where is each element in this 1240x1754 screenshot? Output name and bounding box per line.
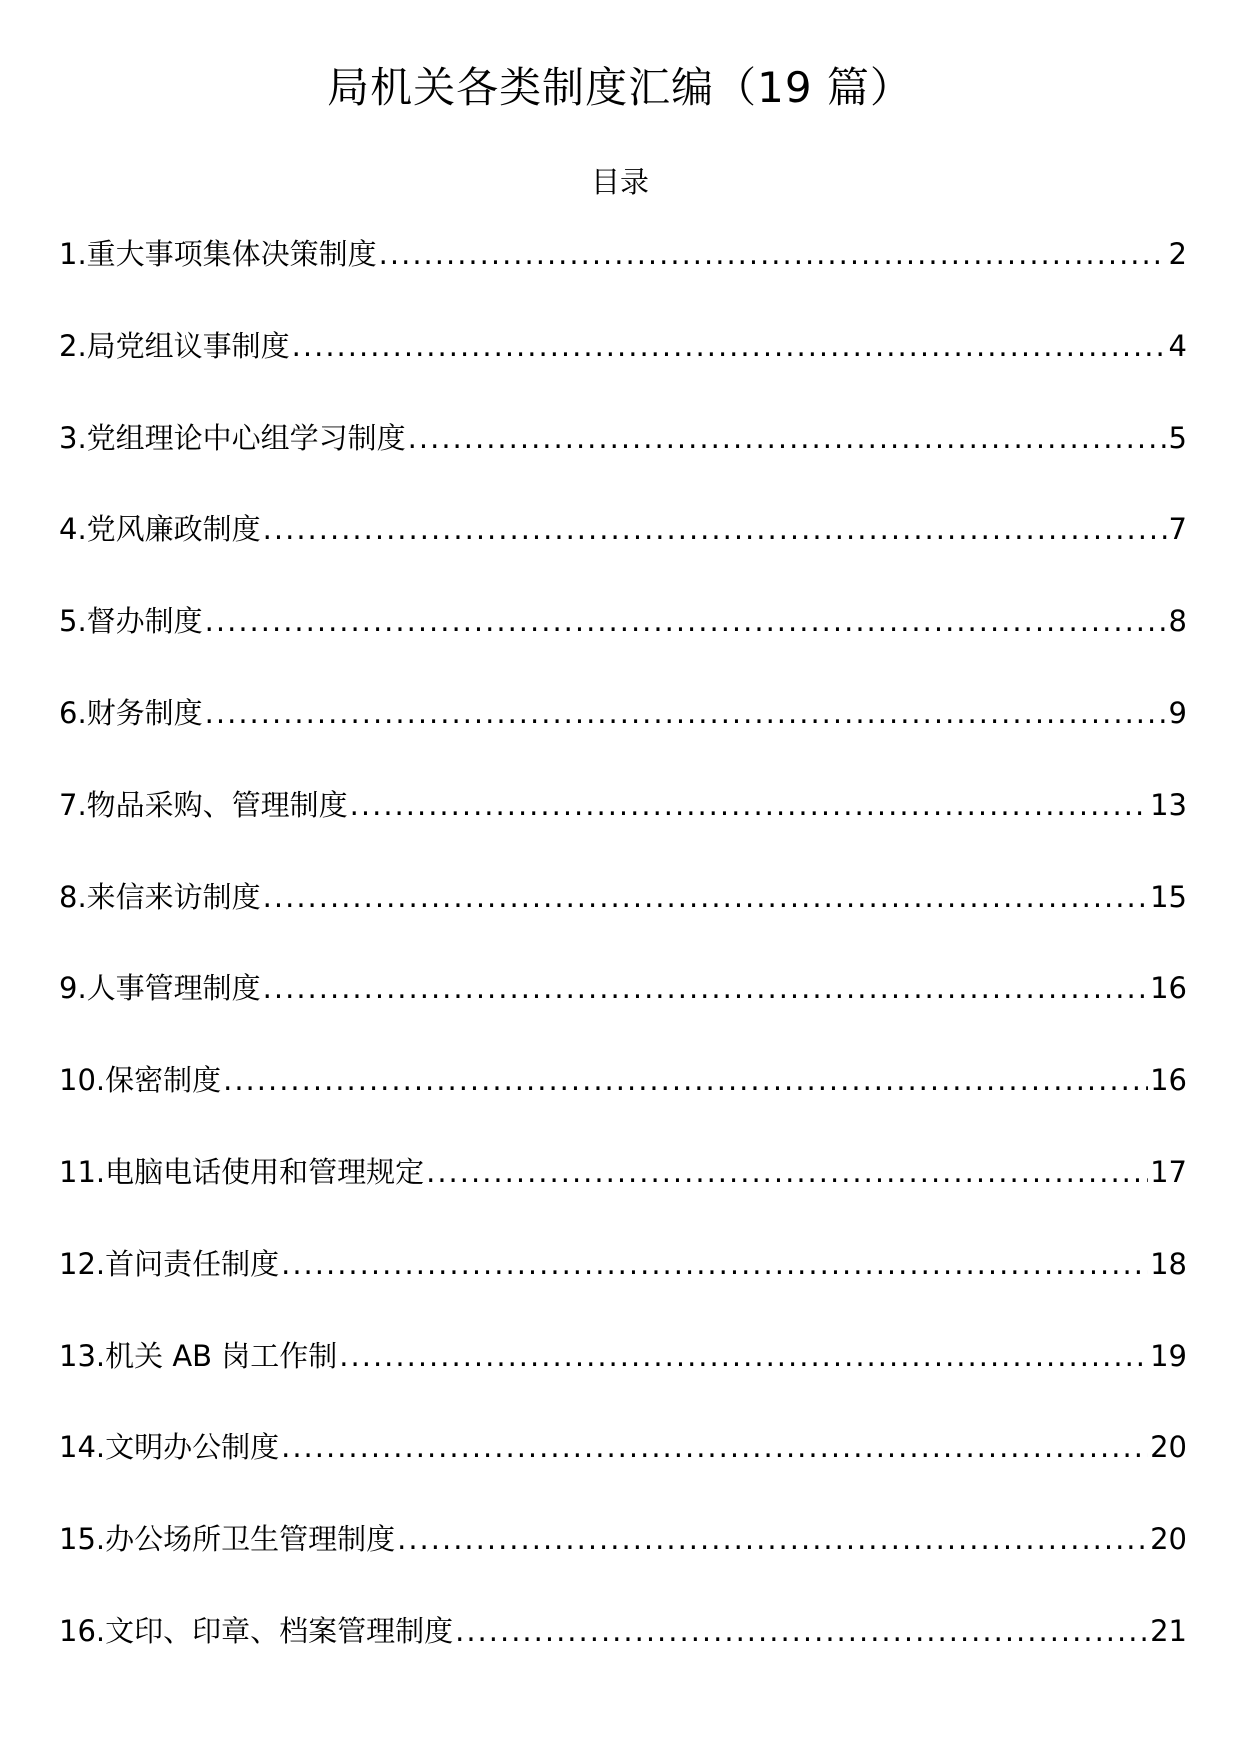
toc-entry-title: 9.人事管理制度 xyxy=(59,971,261,1006)
toc-entry[interactable] xyxy=(59,875,1187,967)
dot-leader xyxy=(292,324,1167,368)
toc-entry[interactable] xyxy=(59,1334,1187,1426)
toc-page-number: 20 xyxy=(1150,1522,1187,1557)
toc-entry[interactable] xyxy=(59,1517,1187,1609)
toc-page-number: 9 xyxy=(1168,695,1187,730)
toc-entry[interactable] xyxy=(59,507,1187,599)
dot-leader xyxy=(339,1334,1148,1378)
toc-page-number: 16 xyxy=(1150,971,1187,1006)
toc-entry[interactable] xyxy=(59,324,1187,416)
toc-page-number: 4 xyxy=(1168,328,1187,363)
toc-entry[interactable] xyxy=(59,691,1187,783)
dot-leader xyxy=(426,1150,1148,1194)
toc-page-number: 5 xyxy=(1168,420,1187,455)
toc-page-number: 7 xyxy=(1168,512,1187,547)
toc-entry[interactable] xyxy=(59,599,1187,691)
toc-entry-title: 12.首问责任制度 xyxy=(59,1246,280,1281)
toc-entry-title: 11.电脑电话使用和管理规定 xyxy=(59,1154,425,1189)
toc-entry-title: 8.来信来访制度 xyxy=(59,879,261,914)
toc-entry-title: 3.党组理论中心组学习制度 xyxy=(59,420,406,455)
toc-entry-title: 7.物品采购、管理制度 xyxy=(59,787,348,822)
dot-leader xyxy=(455,1609,1148,1653)
toc-entry[interactable] xyxy=(59,1058,1187,1150)
toc-page-number: 8 xyxy=(1168,604,1187,639)
toc-entry-title: 4.党风廉政制度 xyxy=(59,512,261,547)
dot-leader xyxy=(205,599,1167,643)
toc-entry-title: 15.办公场所卫生管理制度 xyxy=(59,1522,396,1557)
toc-page-number: 13 xyxy=(1150,787,1187,822)
dot-leader xyxy=(205,691,1167,735)
toc-entry-title: 14.文明办公制度 xyxy=(59,1430,280,1465)
toc-entry-title: 2.局党组议事制度 xyxy=(59,328,290,363)
toc-entry[interactable] xyxy=(59,1425,1187,1517)
toc-entry-title: 13.机关 AB 岗工作制 xyxy=(59,1338,338,1373)
dot-leader xyxy=(263,507,1167,551)
toc-entry-title: 1.重大事项集体决策制度 xyxy=(59,237,377,271)
dot-leader xyxy=(263,966,1148,1010)
toc-page-number: 20 xyxy=(1150,1430,1187,1465)
toc-page-number: 17 xyxy=(1150,1154,1187,1189)
dot-leader xyxy=(397,1517,1148,1561)
toc-page-number: 15 xyxy=(1150,879,1187,914)
document-title: 局机关各类制度汇编（19 篇） xyxy=(327,63,913,112)
dot-leader xyxy=(223,1058,1148,1102)
toc-page-number: 18 xyxy=(1150,1246,1187,1281)
dot-leader xyxy=(281,1425,1148,1469)
dot-leader xyxy=(408,416,1167,460)
toc-page-number: 21 xyxy=(1150,1613,1187,1648)
toc-entry-title: 10.保密制度 xyxy=(59,1063,222,1098)
toc-heading: 目录 xyxy=(590,165,649,199)
toc-entry[interactable] xyxy=(59,1242,1187,1334)
table-of-contents xyxy=(59,232,1187,1701)
toc-entry[interactable] xyxy=(59,783,1187,875)
dot-leader xyxy=(350,783,1148,827)
toc-entry[interactable] xyxy=(59,416,1187,508)
toc-page-number: 2 xyxy=(1168,237,1187,271)
toc-entry[interactable] xyxy=(59,1150,1187,1242)
toc-entry-title: 16.文印、印章、档案管理制度 xyxy=(59,1613,454,1648)
toc-entry-title: 5.督办制度 xyxy=(59,604,203,639)
toc-page-number: 16 xyxy=(1150,1063,1187,1098)
toc-entry[interactable] xyxy=(59,232,1187,324)
dot-leader xyxy=(263,875,1148,919)
toc-page-number: 19 xyxy=(1150,1338,1187,1373)
toc-entry[interactable] xyxy=(59,1609,1187,1701)
dot-leader xyxy=(379,232,1167,276)
dot-leader xyxy=(281,1242,1148,1286)
toc-entry[interactable] xyxy=(59,966,1187,1058)
toc-entry-title: 6.财务制度 xyxy=(59,695,203,730)
